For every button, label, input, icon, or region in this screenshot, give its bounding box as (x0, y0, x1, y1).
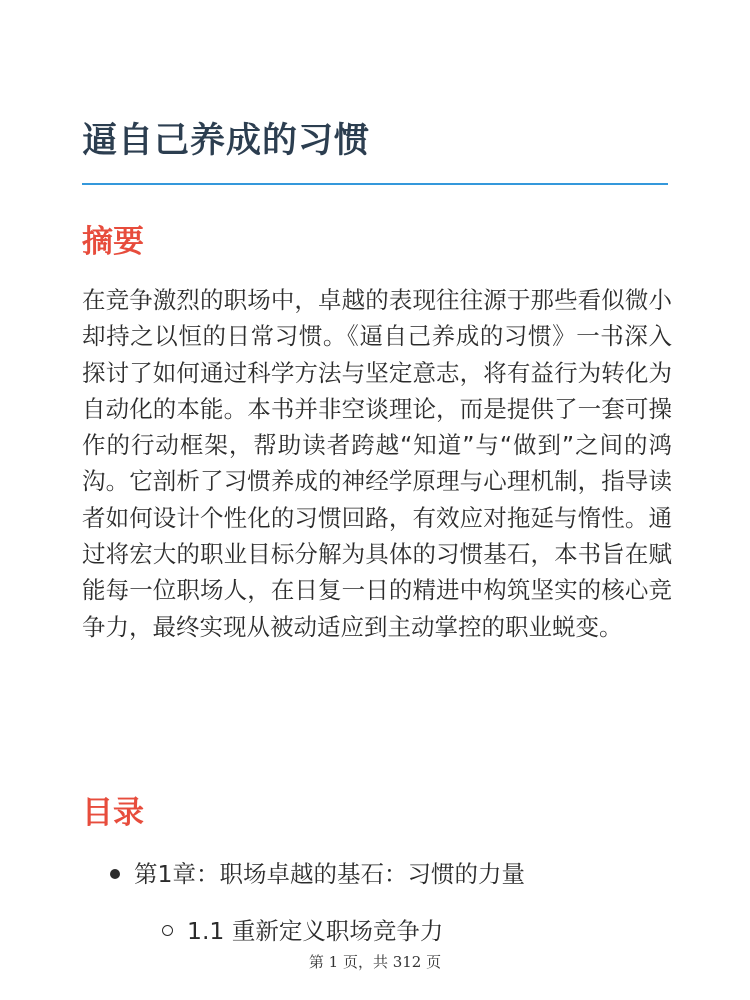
abstract-paragraph: 在竞争激烈的职场中，卓越的表现往往源于那些看似微小却持之以恒的日常习惯。《逼自己养成的习惯》一书深入探讨了如何通过科学方法与坚定意志，将有益行为转化为自动化的本能。本书并非空谈理论，而是提供了一套可操作的行动框架，帮助读者跨越“知道”与“做到”之间的鸿沟。它剖析了习惯养成的神经学原理与心理机制，指导读者如何设计个性化的习惯回路，有效应对拖延与惰性。通过将宏大的职业目标分解为具体的习惯基石，本书旨在赋能每一位职场人，在日复一日的精进中构筑坚实的核心竞争力，最终实现从被动适应到主动掌控的职业蜕变。 (82, 286, 672, 641)
abstract-heading: 摘要 (82, 224, 144, 260)
toc-section-item[interactable] (162, 913, 443, 949)
document-title: 逼自己养成的习惯 (82, 121, 371, 161)
title-divider (82, 183, 668, 185)
hollow-bullet-icon (162, 925, 173, 936)
toc-section-label: 1.1 重新定义职场竞争力 (187, 917, 444, 945)
filled-bullet-icon (110, 869, 120, 879)
toc-heading: 目录 (82, 795, 144, 831)
toc-chapter-item[interactable] (110, 856, 525, 892)
page-number-footer: 第 1 页，共 312 页 (0, 951, 750, 973)
toc-chapter-label: 第1章：职场卓越的基石：习惯的力量 (134, 860, 525, 888)
